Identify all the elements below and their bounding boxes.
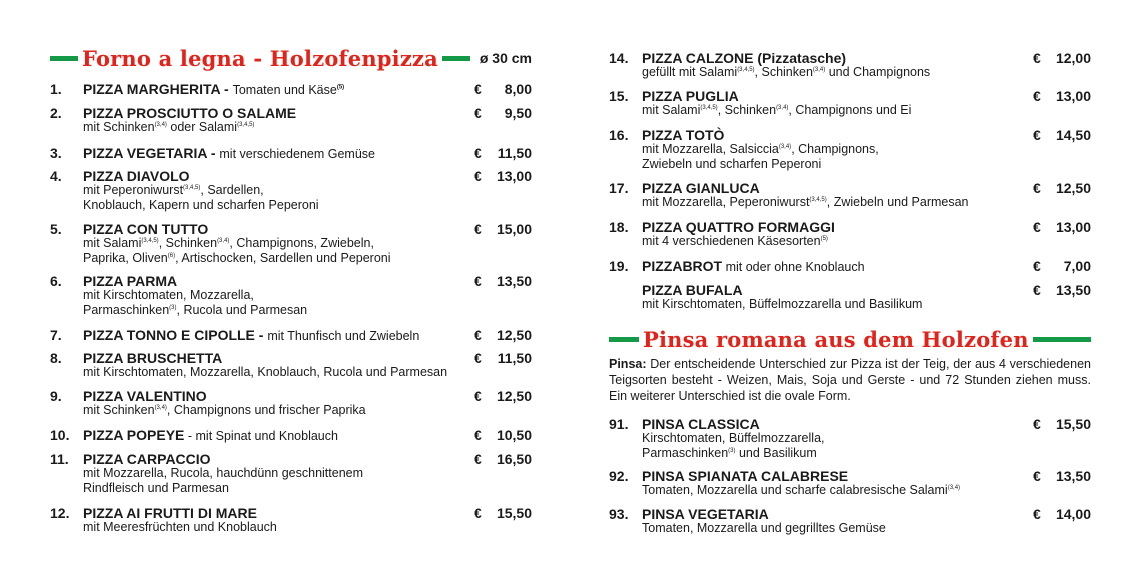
price-value: 12,00 [1055, 50, 1091, 66]
description-text: , Schinken [717, 103, 777, 117]
description-text: , Zwiebeln und Parmesan [826, 195, 969, 209]
allergen-note: (3,4) [154, 404, 167, 411]
description-text: Kirschtomaten, Büffelmozzarella, [642, 431, 825, 445]
description-text: gefüllt mit Salami [642, 65, 738, 79]
item-name: PIZZA PUGLIA [642, 88, 739, 104]
description-text: mit Peperoniwurst [83, 183, 184, 197]
item-price [1033, 50, 1091, 66]
description-line [642, 65, 1042, 80]
description-text: mit Mozzarella, Salsiccia [642, 142, 779, 156]
price-value: 9,50 [504, 105, 532, 121]
item-name: PIZZA TOTÒ [642, 127, 725, 143]
section-header-pinsa [609, 327, 1091, 351]
currency-symbol: € [474, 145, 482, 161]
price-value: 13,00 [1055, 88, 1091, 104]
item-name: PIZZA VEGETARIA - mit verschiedenem Gemüse [83, 145, 375, 161]
item-price [1033, 219, 1091, 235]
description-text: , Schinken [158, 236, 218, 250]
currency-symbol: € [1033, 88, 1041, 104]
item-description [83, 365, 483, 380]
item-inline-description: Tomaten und Käse [232, 83, 337, 97]
item-name: PIZZA CARPACCIO [83, 451, 211, 467]
description-text: Zwiebeln und scharfen Peperoni [642, 156, 822, 171]
description-line [642, 297, 1042, 312]
item-price [474, 427, 532, 443]
description-line [83, 183, 483, 198]
item-name: PIZZA CON TUTTO [83, 221, 209, 237]
price-value: 8,00 [504, 81, 532, 97]
item-number: 1. [50, 81, 62, 97]
allergen-note: (3,4,5) [737, 66, 755, 73]
item-price [474, 105, 532, 121]
price-value: 13,50 [1055, 282, 1091, 298]
currency-symbol: € [474, 388, 482, 404]
description-text: mit Kirschtomaten, Mozzarella, [83, 288, 254, 302]
item-description [83, 466, 483, 495]
flag-bar-right [1033, 337, 1091, 342]
flag-bar-left [609, 337, 639, 342]
item-price [1033, 88, 1091, 104]
item-price [474, 145, 532, 161]
allergen-note: (3,4,5) [700, 104, 718, 111]
item-number: 6. [50, 273, 62, 289]
description-line [642, 142, 1042, 157]
item-price [1033, 127, 1091, 143]
price-value: 13,50 [1055, 468, 1091, 484]
item-number: 3. [50, 145, 62, 161]
item-name: PINSA CLASSICA [642, 416, 760, 432]
item-price [474, 273, 532, 289]
item-price [474, 451, 532, 467]
description-text: Tomaten, Mozzarella und scharfe calabresische Salami [642, 483, 948, 497]
currency-symbol: € [1033, 219, 1041, 235]
currency-symbol: € [474, 451, 482, 467]
item-description [83, 236, 483, 265]
description-text: oder Salami [166, 120, 238, 134]
allergen-note: (3,4,5) [237, 121, 255, 128]
item-description [642, 195, 1042, 210]
currency-symbol: € [1033, 127, 1041, 143]
size-label: ø 30 cm [479, 50, 532, 66]
description-text: mit Schinken [83, 120, 155, 134]
item-name: PIZZA QUATTRO FORMAGGI [642, 219, 835, 235]
description-text: und Champignons [825, 65, 931, 79]
item-number: 12. [50, 505, 70, 521]
description-text: , Champignons und Ei [788, 103, 912, 117]
description-text: mit Salami [642, 103, 701, 117]
currency-symbol: € [474, 105, 482, 121]
item-description [642, 431, 1042, 460]
description-line [642, 234, 1042, 249]
item-name: PIZZA DIAVOLO [83, 168, 190, 184]
pinsa-intro-text: Der entscheidende Unterschied zur Pizza ist der Teig, der aus 4 verschiedenen Teigsorten besteht - Weizen, Mais, Soja und Gerste - und 72 Stunden ziehen muss. Ein weiterer Unterschied ist die ovale Form. [609, 357, 1091, 403]
item-inline-description: mit oder ohne Knoblauch [722, 260, 865, 274]
price-value: 12,50 [1055, 180, 1091, 196]
item-description [642, 483, 1042, 498]
item-number: 91. [609, 416, 629, 432]
allergen-note: (3,4) [776, 104, 789, 111]
price-value: 14,00 [1055, 506, 1091, 522]
item-price [1033, 180, 1091, 196]
item-number: 15. [609, 88, 629, 104]
currency-symbol: € [474, 350, 482, 366]
description-line [83, 466, 483, 481]
item-name: PIZZABROT mit oder ohne Knoblauch [642, 258, 865, 274]
price-value: 14,50 [1055, 127, 1091, 143]
item-price [1033, 258, 1091, 274]
pinsa-intro [609, 356, 1091, 404]
allergen-note: (3,4) [217, 237, 230, 244]
description-line [642, 521, 1042, 536]
allergen-note: (3,4) [947, 484, 961, 491]
price-value: 13,00 [1055, 219, 1091, 235]
currency-symbol: € [1033, 282, 1041, 298]
description-text: , Artischocken, Sardellen und Peperoni [175, 250, 391, 265]
item-name: PIZZA MARGHERITA - Tomaten und Käse$^{(5)}$ [83, 81, 345, 97]
description-text: und Basilikum [735, 445, 817, 460]
item-price [1033, 282, 1091, 298]
currency-symbol: € [1033, 416, 1041, 432]
item-number: 16. [609, 127, 629, 143]
item-number: 93. [609, 506, 629, 522]
description-text: , Schinken [754, 65, 813, 79]
description-text: Parmaschinken [642, 445, 729, 460]
item-name: PIZZA PARMA [83, 273, 178, 289]
section-header-holzofenpizza [50, 46, 532, 70]
item-description [642, 521, 1042, 536]
price-value: 13,50 [496, 273, 532, 289]
allergen-note: (3,4) [154, 121, 167, 128]
item-description [83, 288, 483, 317]
item-name: PIZZA CALZONE (Pizzatasche) [642, 50, 847, 66]
description-text: mit Salami [83, 236, 142, 250]
item-price [474, 388, 532, 404]
italian-flag-stripe-left [50, 56, 78, 61]
item-description [642, 142, 1042, 171]
description-text: mit 4 verschiedenen Käsesorten [642, 234, 821, 248]
item-price [1033, 506, 1091, 522]
item-name: PINSA SPIANATA CALABRESE [642, 468, 849, 484]
description-text: , Champignons und frischer Paprika [166, 403, 366, 417]
item-name: PIZZA PROSCIUTTO O SALAME [83, 105, 297, 121]
item-number: 4. [50, 168, 62, 184]
italian-flag-stripe-right [442, 56, 470, 61]
price-value: 11,50 [497, 350, 532, 366]
description-text: mit Schinken [83, 403, 155, 417]
description-line [642, 431, 1042, 446]
item-price [474, 221, 532, 237]
item-name: PIZZA VALENTINO [83, 388, 207, 404]
item-number: 92. [609, 468, 629, 484]
description-line [642, 483, 1042, 498]
currency-symbol: € [1033, 180, 1041, 196]
currency-symbol: € [474, 427, 482, 443]
item-price [474, 168, 532, 184]
description-line [642, 157, 1042, 172]
item-price [474, 327, 532, 343]
description-line [83, 403, 483, 418]
description-text: Knoblauch, Kapern und scharfen Peperoni [83, 197, 319, 212]
description-text: Parmaschinken [83, 302, 170, 317]
description-text: mit Kirschtomaten, Mozzarella, Knoblauch, Rucola und Parmesan [83, 365, 448, 379]
currency-symbol: € [1033, 506, 1041, 522]
description-text: , Sardellen, [200, 183, 264, 197]
item-number: 19. [609, 258, 629, 274]
description-line [83, 251, 483, 266]
item-number: 2. [50, 105, 62, 121]
item-number: 7. [50, 327, 62, 343]
item-number: 5. [50, 221, 62, 237]
description-text: Paprika, Oliven [83, 250, 168, 265]
item-price [1033, 416, 1091, 432]
item-name: PIZZA GIANLUCA [642, 180, 760, 196]
price-value: 16,50 [496, 451, 532, 467]
description-text: , Rucola und Parmesan [176, 302, 308, 317]
section-title: Forno a legna - Holzofenpizza [82, 45, 438, 71]
description-line [642, 195, 1042, 210]
item-price [474, 350, 532, 366]
description-line [83, 198, 483, 213]
item-name: PIZZA TONNO E CIPOLLE - mit Thunfisch und Zwiebeln [83, 327, 420, 343]
description-line [83, 303, 483, 318]
description-line [83, 236, 483, 251]
description-line [642, 103, 1042, 118]
description-line [83, 120, 483, 135]
allergen-note: (3) [169, 304, 177, 311]
price-value: 15,50 [496, 505, 532, 521]
description-line [642, 446, 1042, 461]
item-number: 8. [50, 350, 62, 366]
description-line [83, 365, 483, 380]
currency-symbol: € [474, 273, 482, 289]
currency-symbol: € [474, 168, 482, 184]
item-inline-description: mit Thunfisch und Zwiebeln [267, 329, 420, 343]
item-description [642, 297, 1042, 312]
item-price [474, 81, 532, 97]
price-value: 7,00 [1063, 258, 1091, 274]
item-number: 10. [50, 427, 70, 443]
price-value: 10,50 [496, 427, 532, 443]
allergen-note: (3,4) [812, 66, 826, 73]
item-number: 11. [50, 451, 69, 467]
item-name: PINSA VEGETARIA [642, 506, 769, 522]
currency-symbol: € [474, 81, 482, 97]
pinsa-intro-label: Pinsa: [609, 357, 647, 371]
description-text: mit Mozzarella, Rucola, hauchdünn geschnittenem [83, 466, 364, 480]
item-name: PIZZA AI FRUTTI DI MARE [83, 505, 257, 521]
item-description [83, 520, 483, 535]
price-value: 15,50 [1055, 416, 1091, 432]
price-value: 12,50 [496, 327, 532, 343]
currency-symbol: € [1033, 468, 1041, 484]
item-name: PIZZA BRUSCHETTA [83, 350, 223, 366]
description-text: mit Meeresfrüchten und Knoblauch [83, 520, 277, 534]
currency-symbol: € [1033, 50, 1041, 66]
description-text: , Champignons, Zwiebeln, [229, 236, 374, 250]
currency-symbol: € [474, 505, 482, 521]
item-description [642, 234, 1042, 249]
allergen-note: (3,4,5) [141, 237, 159, 244]
item-name: PIZZA POPEYE - mit Spinat und Knoblauch [83, 427, 338, 443]
currency-symbol: € [1033, 258, 1041, 274]
allergen-note: (5) [336, 84, 345, 91]
pinsa-section-title: Pinsa romana aus dem Holzofen [643, 326, 1029, 352]
allergen-note: (3) [728, 447, 736, 454]
allergen-note: (6) [167, 252, 176, 259]
item-description [642, 65, 1042, 80]
item-name: PIZZA BUFALA [642, 282, 743, 298]
description-line [83, 481, 483, 496]
currency-symbol: € [474, 221, 482, 237]
allergen-note: (3,4,5) [183, 184, 201, 191]
description-text: Rindfleisch und Parmesan [83, 480, 229, 495]
item-description [83, 403, 483, 418]
description-line [83, 288, 483, 303]
item-description [642, 103, 1042, 118]
allergen-note: (3,4,5) [809, 196, 827, 203]
description-text: mit Mozzarella, Peperoniwurst [642, 195, 810, 209]
allergen-note: (5) [820, 235, 828, 242]
item-price [1033, 468, 1091, 484]
price-value: 15,00 [496, 221, 532, 237]
description-text: Tomaten, Mozzarella und gegrilltes Gemüse [642, 521, 886, 535]
description-text: , Champignons, [791, 142, 879, 156]
item-number: 18. [609, 219, 629, 235]
price-value: 11,50 [497, 145, 532, 161]
item-inline-description: - mit Spinat und Knoblauch [184, 429, 338, 443]
item-number: 14. [609, 50, 629, 66]
description-line [83, 520, 483, 535]
item-number: 17. [609, 180, 629, 196]
item-description [83, 183, 483, 212]
allergen-note: (3,4) [778, 143, 792, 150]
item-number: 9. [50, 388, 62, 404]
price-value: 13,00 [496, 168, 532, 184]
currency-symbol: € [474, 327, 482, 343]
description-text: mit Kirschtomaten, Büffelmozzarella und Basilikum [642, 297, 923, 311]
item-description [83, 120, 483, 135]
price-value: 12,50 [496, 388, 532, 404]
item-inline-description: mit verschiedenem Gemüse [219, 147, 375, 161]
item-price [474, 505, 532, 521]
